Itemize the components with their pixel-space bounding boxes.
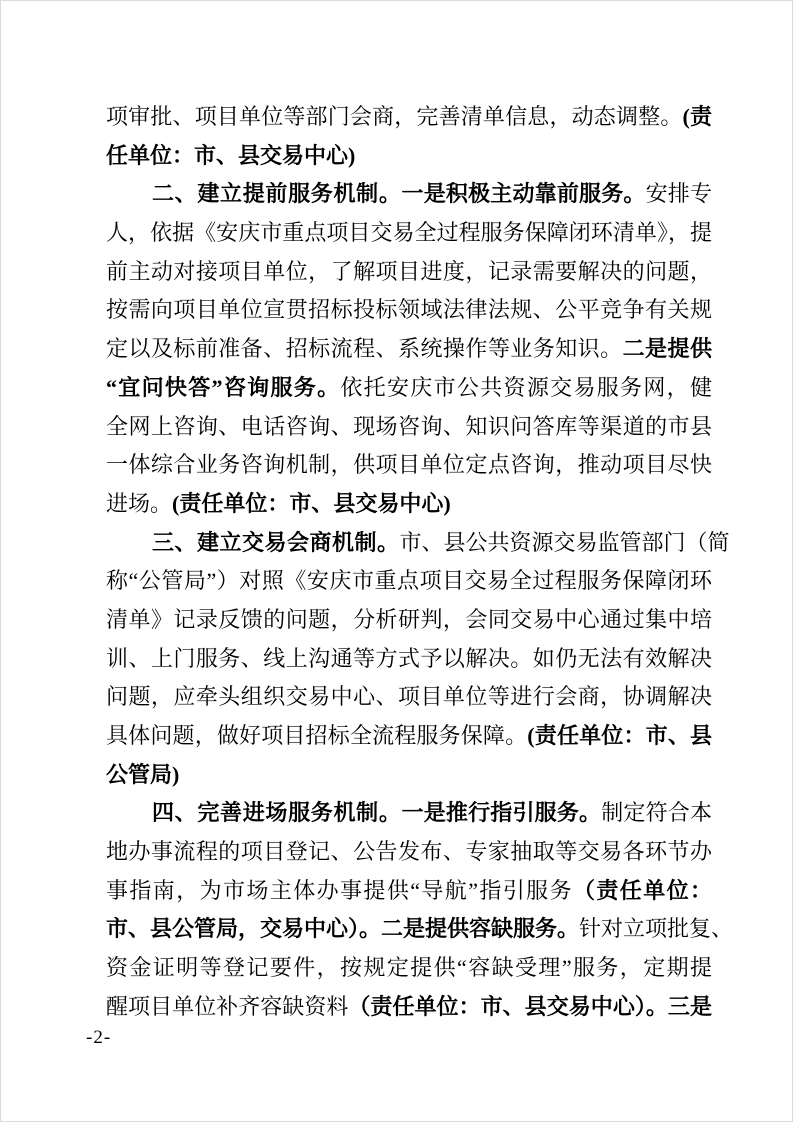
text-segment-body: 安排专 [645, 181, 712, 207]
text-line [106, 833, 712, 872]
text-segment-body: 制定符合本 [601, 800, 712, 826]
text-segment-resp: 公管局) [106, 761, 180, 787]
text-line [106, 291, 712, 330]
text-segment-resp: (责任单位：市、县交易中心) [172, 490, 451, 516]
text-segment-resp: （责任单位：市、县交易中心）。 [348, 993, 668, 1019]
text-segment-body: 前主动对接项目单位，了解项目进度，记录需要解决的问题， [106, 258, 712, 284]
text-segment-body: 进场。 [106, 490, 173, 516]
text-line [106, 253, 712, 292]
text-segment-emph: “宜问快答”咨询服务。 [106, 374, 341, 400]
text-segment-body: 一体综合业务咨询机制，供项目单位定点咨询，推动项目尽快 [106, 452, 712, 478]
text-segment-emph: 二是提供 [622, 336, 712, 362]
text-line [106, 949, 712, 988]
text-segment-emph: 三是 [667, 993, 712, 1019]
text-line [106, 601, 712, 640]
text-segment-body: 醒项目单位补齐容缺资料 [106, 993, 349, 1019]
text-line [106, 446, 712, 485]
text-line [106, 98, 712, 137]
text-segment-heading: 四、完善进场服务机制。 [152, 800, 402, 826]
text-line [106, 872, 712, 911]
text-line [106, 137, 712, 176]
text-segment-body: 训、上门服务、线上沟通等方式予以解决。如仍无法有效解决 [106, 645, 712, 671]
text-segment-body: 全网上咨询、电话咨询、现场咨询、知识问答库等渠道的市县 [106, 413, 712, 439]
text-segment-body: 清单》记录反馈的问题，分析研判，会同交易中心通过集中培 [106, 606, 712, 632]
text-segment-resp: 任单位：市、县交易中心) [106, 142, 356, 168]
text-segment-body: 定以及标前准备、招标流程、系统操作等业务知识。 [106, 336, 623, 362]
text-segment-emph: 二是提供容缺服务。 [381, 916, 580, 942]
text-line [106, 640, 712, 679]
text-segment-emph: 一是推行指引服务。 [401, 800, 602, 826]
text-line [106, 910, 734, 949]
text-segment-body: 按需向项目单位宣贯招标投标领域法律法规、公平竞争有关规 [106, 297, 712, 323]
text-segment-heading: 三、建立交易会商机制。 [152, 529, 400, 555]
text-segment-resp: 市、县公管局，交易中心）。 [106, 916, 382, 942]
text-segment-body: 具体问题，做好项目招标全流程服务保障。 [106, 723, 528, 748]
text-segment-body: 问题，应牵头组织交易中心、项目单位等进行会商，协调解决 [106, 684, 712, 710]
text-line [106, 794, 712, 833]
text-segment-body: 项审批、项目单位等部门会商，完善清单信息，动态调整。 [106, 104, 683, 129]
text-segment-emph: 一是积极主动靠前服务。 [401, 181, 646, 207]
page-number: -2- [86, 1027, 112, 1048]
text-segment-resp: (责 [682, 104, 712, 129]
text-line [106, 717, 712, 756]
text-segment-body: 事指南，为市场主体办事提供“导航”指引服务 [106, 877, 573, 903]
text-line [106, 562, 712, 601]
text-segment-resp: (责任单位：市、县 [527, 723, 712, 748]
text-segment-body: 针对立项批复、 [579, 916, 734, 942]
text-line [106, 524, 730, 563]
text-segment-body: 依托安庆市公共资源交易服务网，健 [340, 374, 712, 400]
text-segment-body: 人，依据《安庆市重点项目交易全过程服务保障闭环清单》，提 [106, 220, 712, 246]
text-line [106, 678, 712, 717]
text-line [106, 330, 712, 369]
text-line [106, 756, 712, 795]
text-segment-body: 资金证明等登记要件，按规定提供“容缺受理”服务，定期提 [106, 955, 712, 981]
text-line [106, 485, 712, 524]
text-segment-heading: 二、建立提前服务机制。 [152, 181, 402, 207]
text-segment-resp: （责任单位： [572, 877, 712, 903]
text-line [106, 175, 712, 214]
text-line [106, 408, 712, 447]
document-body [106, 98, 734, 1027]
text-line [106, 988, 712, 1027]
text-segment-body: 市、县公共资源交易监管部门（简 [399, 529, 730, 555]
text-segment-body: 称“公管局”）对照《安庆市重点项目交易全过程服务保障闭环 [106, 568, 713, 594]
text-line [106, 214, 712, 253]
text-line [106, 369, 712, 408]
text-segment-body: 地办事流程的项目登记、公告发布、专家抽取等交易各环节办 [106, 839, 712, 865]
